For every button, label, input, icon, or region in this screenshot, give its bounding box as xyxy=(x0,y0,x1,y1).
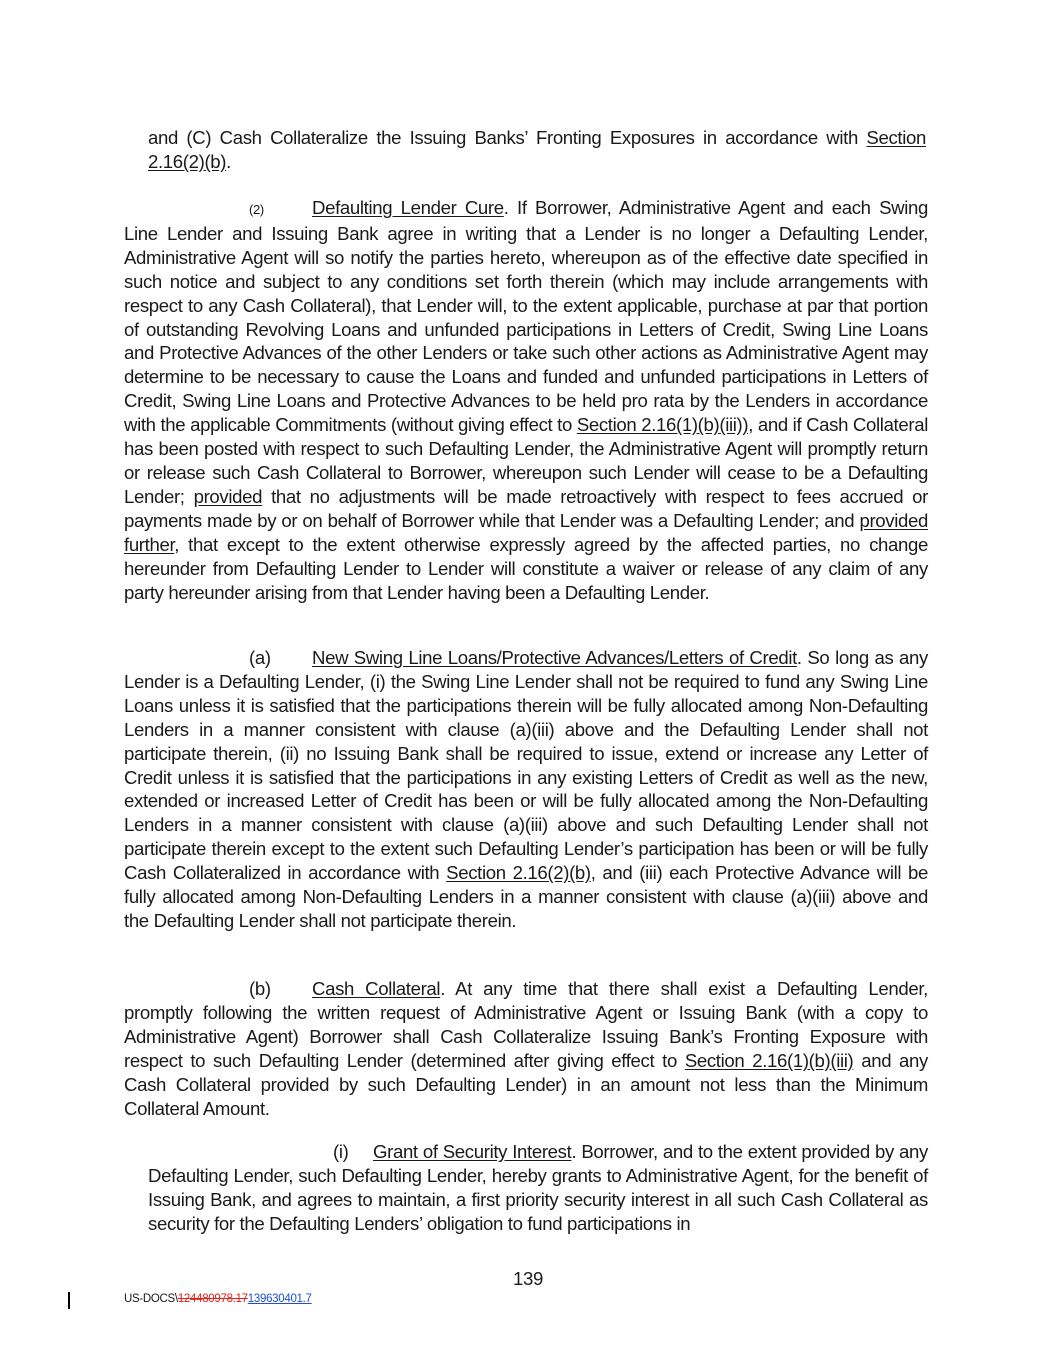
section-heading: Cash Collateral xyxy=(312,978,441,999)
section-heading: New Swing Line Loans/Protective Advances/Letters of Credit xyxy=(312,647,797,668)
document-id xyxy=(124,1293,312,1305)
page-number: 139 xyxy=(512,1268,544,1289)
section-reference: Section 2.16(1)(b)(iii)) xyxy=(576,414,749,436)
section-heading: Grant of Security Interest xyxy=(373,1141,572,1162)
section-reference: Section 2.16(2)(b) xyxy=(148,127,926,172)
document-id-deleted: 124480978.17 xyxy=(177,1293,248,1305)
document-id-prefix: US-DOCS\ xyxy=(124,1293,178,1305)
section-number: (2) xyxy=(249,202,264,217)
section-number: (a) xyxy=(249,647,271,668)
section-number: (b) xyxy=(249,978,271,999)
section-reference: Section 2.16(2)(b) xyxy=(446,862,591,884)
paragraph-defaulting-lender-cure: (2) Defaulting Lender Cure. If Borrower, Administrative Agent and each Swing Line Lender and Issuing Bank agree in writing that a Lender is no longer a Defaulting Lender, Administrative Agent will so notify the parties hereto, whereupon as of the effective date specified in such notice and subject to any conditions set forth therein (which may include arrangements with respect to any Cash Collateral), that Lender will, to the extent applicable, purchase at par that portion of outstanding Revolving Loans and unfunded participations in Letters of Credit, Swing Line Loans and Protective Advances of the other Lenders or take such other actions as Administrative Agent may determine to be necessary to cause the Loans and funded and unfunded participations in Letters of Credit, Swing Line Loans and Protective Advances to be held pro rata by the Lenders in accordance with the applicable Commitments (without giving effect to Section 2.16(1)(b)(iii)), and if Cash Collateral has been posted with respect to such Defaulting Lender, the Administrative Agent will promptly return or release such Cash Collateral to Borrower, whereupon such Lender will cease to be a Defaulting Lender; provided that no adjustments will be made retroactively with respect to fees accrued or payments made by or on behalf of Borrower while that Lender was a Defaulting Lender; and provided further, that except to the extent otherwise expressly agreed by the affected parties, no change hereunder from Defaulting Lender to Lender will constitute a waiver or release of any claim of any party hereunder arising from that Lender having been a Defaulting Lender. xyxy=(124,197,928,603)
document-id-inserted: 139630401.7 xyxy=(247,1293,312,1305)
paragraph-new-swing-line-loans: (a) New Swing Line Loans/Protective Advances/Letters of Credit. So long as any Lender is a Defaulting Lender, (i) the Swing Line Lender shall not be required to fund any Swing Line Loans unless it is satisfied that the participations therein will be fully allocated among Non-Defaulting Lenders in a manner consistent with clause (a)(iii) above and the Defaulting Lender shall not participate therein, (ii) no Issuing Bank shall be required to issue, extend or increase any Letter of Credit unless it is satisfied that the participations in any existing Letters of Credit as well as the new, extended or increased Letter of Credit has been or will be fully allocated among the Non-Defaulting Lenders in a manner consistent with clause (a)(iii) above and such Defaulting Lender shall not participate therein except to the extent such Defaulting Lender’s participation has been or will be fully Cash Collateralized in accordance with Section 2.16(2)(b), and (iii) each Protective Advance will be fully allocated among Non-Defaulting Lenders in a manner consistent with clause (a)(iii) above and the Defaulting Lender shall not participate therein. xyxy=(124,647,929,931)
section-number: (i) xyxy=(333,1141,349,1162)
revision-change-bar xyxy=(68,1292,70,1309)
provided-term: provided xyxy=(193,485,263,507)
paragraph-grant-of-security-interest: (i) Grant of Security Interest. Borrower, and to the extent provided by any Defaulting Lender, such Defaulting Lender, hereby grants to Administrative Agent, for the benefit of Issuing Bank, and agrees to maintain, a first priority security interest in all such Cash Collateral as security for the Defaulting Lenders’ obligation to fund participations in xyxy=(148,1141,928,1234)
section-reference: Section 2.16(1)(b)(iii) xyxy=(684,1049,854,1071)
provided-further-term: provided further xyxy=(124,509,928,555)
paragraph-continuation: and (C) Cash Collateralize the Issuing Banks’ Fronting Exposures in accordance with Section 2.16(2)(b). xyxy=(148,127,926,172)
section-heading: Defaulting Lender Cure xyxy=(312,197,504,218)
paragraph-cash-collateral: (b) Cash Collateral. At any time that there shall exist a Defaulting Lender, promptly following the written request of Administrative Agent or Issuing Bank (with a copy to Administrative Agent) Borrower shall Cash Collateralize Issuing Bank’s Fronting Exposure with respect to such Defaulting Lender (determined after giving effect to Section 2.16(1)(b)(iii) and any Cash Collateral provided by such Defaulting Lender) in an amount not less than the Minimum Collateral Amount. xyxy=(124,978,928,1119)
